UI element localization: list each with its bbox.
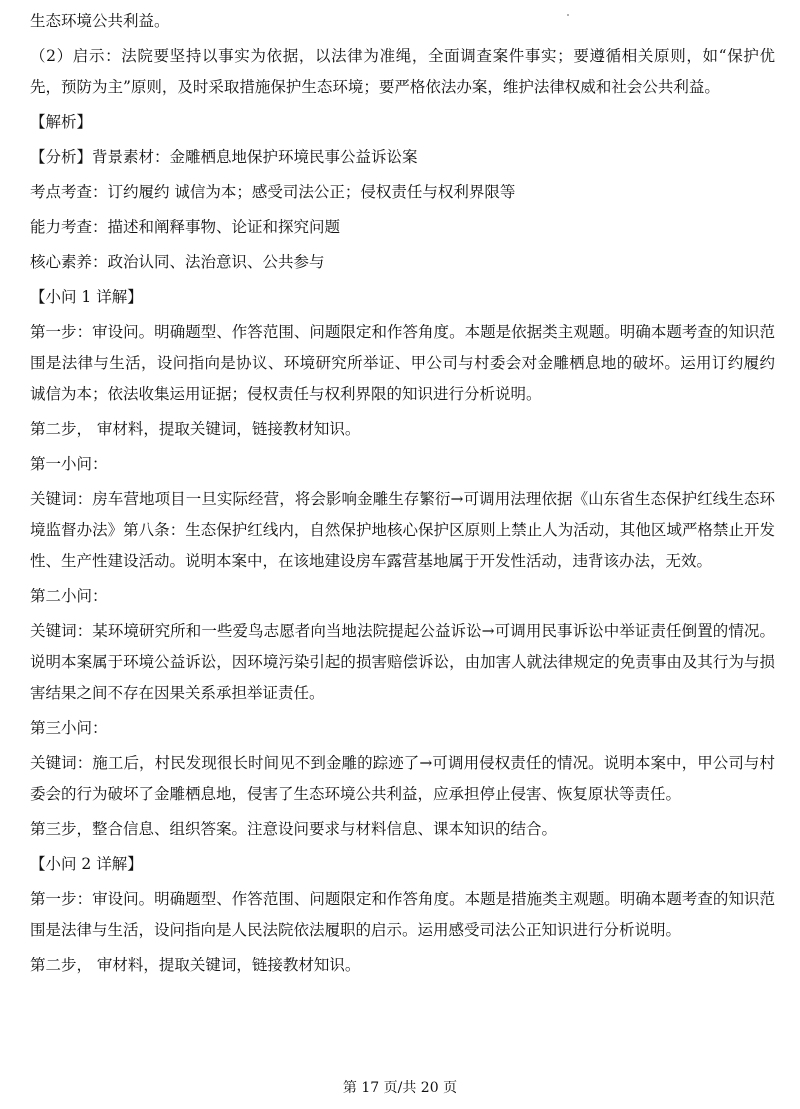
paragraph: （2）启示：法院要坚持以事实为依据，以法律为准绳，全面调查案件事实；要遵循相关原则，如“保护优先，预防为主”原则，及时采取措施保护生态环境；要严格依法办案，维护法律权威和社会公共利益。 bbox=[30, 47, 775, 96]
paragraph: 关键词：房车营地项目一旦实际经营，将会影响金雕生存繁衍→可调用法理依据《山东省生态保护红线生态环境监督办法》第八条：生态保护红线内，自然保护地核心保护区原则上禁止人为活动，其他区域严格禁止开发性、生产性建设活动。说明本案中，在该地建设房车露营基地属于开发性活动，违背该办法，无效。 bbox=[30, 490, 775, 570]
paragraph: 第一步：审设问。明确题型、作答范围、问题限定和作答角度。本题是依据类主观题。明确本题考查的知识范围是法律与生活，设问指向是协议、环境研究所举证、甲公司与村委会对金雕栖息地的破坏。运用订约履约 诚信为本；依法收集运用证据；侵权责任与权利界限的知识进行分析说明。 bbox=[30, 323, 775, 403]
paragraph: 第一步：审设问。明确题型、作答范围、问题限定和作答角度。本题是措施类主观题。明确本题考查的知识范围是法律与生活，设问指向是人民法院依法履职的启示。运用感受司法公正知识进行分析说明。 bbox=[30, 890, 775, 939]
section-heading: 【小问 2 详解】 bbox=[30, 855, 143, 873]
paragraph: 第二步， 审材料，提取关键词，链接教材知识。 bbox=[30, 420, 361, 438]
body-text bbox=[30, 6, 775, 985]
paragraph: 第二步， 审材料，提取关键词，链接教材知识。 bbox=[30, 956, 361, 974]
paragraph: 第二小问： bbox=[30, 587, 108, 605]
paragraph: 能力考查：描述和阐释事物、论证和探究问题 bbox=[30, 218, 341, 236]
paragraph: 关键词：施工后，村民发现很长时间见不到金雕的踪迹了→可调用侵权责任的情况。说明本案中，甲公司与村委会的行为破坏了金雕栖息地，侵害了生态环境公共利益，应承担停止侵害、恢复原状等责任。 bbox=[30, 754, 775, 803]
paragraph: 关键词：某环境研究所和一些爱鸟志愿者向当地法院提起公益诉讼→可调用民事诉讼中举证责任倒置的情况。说明本案属于环境公益诉讼，因环境污染引起的损害赔偿诉讼，由加害人就法律规定的免责事由及其行为与损害结果之间不存在因果关系承担举证责任。 bbox=[30, 622, 775, 702]
paragraph: 生态环境公共利益。 bbox=[30, 12, 170, 30]
section-heading: 【解析】 bbox=[30, 113, 93, 131]
paragraph: 考点考查：订约履约 诚信为本；感受司法公正；侵权责任与权利界限等 bbox=[30, 183, 516, 201]
paragraph: 第一小问： bbox=[30, 455, 108, 473]
page-number-footer: 第 17 页/共 20 页 bbox=[342, 1080, 458, 1096]
paragraph: 第三步，整合信息、组织答案。注意设问要求与材料信息、课本知识的结合。 bbox=[30, 820, 558, 838]
paragraph: 【分析】背景素材：金雕栖息地保护环境民事公益诉讼案 bbox=[30, 148, 418, 166]
section-heading: 【小问 1 详解】 bbox=[30, 288, 143, 306]
paragraph: 第三小问： bbox=[30, 719, 108, 737]
paragraph: 核心素养：政治认同、法治意识、公共参与 bbox=[30, 253, 325, 271]
